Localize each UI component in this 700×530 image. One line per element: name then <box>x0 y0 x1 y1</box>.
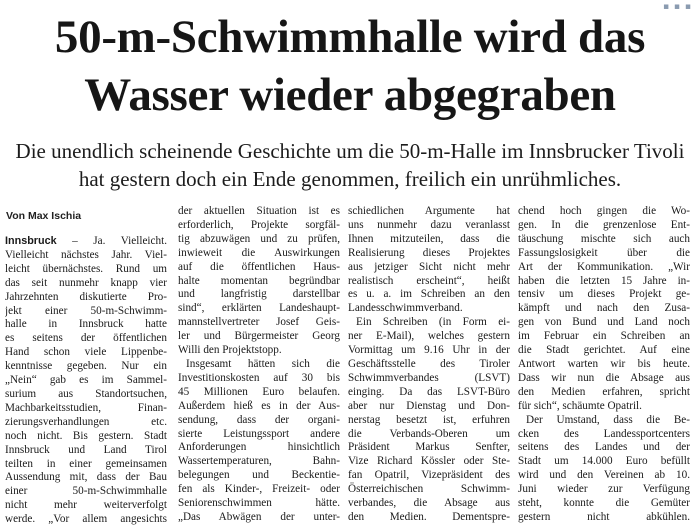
column-2-line: Außerdem hieß es in der Aus- <box>178 399 340 412</box>
column-4-line: im Februar ein Schreiben an <box>518 330 690 343</box>
column-1-line: das seit nunmehr knapp vier <box>5 276 167 289</box>
column-4-line: Art der Kommunikation. „Wir <box>518 260 690 273</box>
column-3-line: Österreichischen Schwimm- <box>348 483 510 496</box>
column-3-line: Präsident Markus Senfter, <box>348 441 510 454</box>
column-4-line: den Medien erfahren, spricht <box>518 385 690 398</box>
column-1-line: teilten in einer gemeinsamen <box>5 457 167 470</box>
column-2-line: sierte Leistungssport andere <box>178 427 340 440</box>
column-4-line: Fassungslosigkeit über die <box>518 246 690 259</box>
column-3-line: aber nur Dienstag und Don- <box>348 399 510 412</box>
column-1-line: zierungsverhandlungen etc. <box>5 415 167 428</box>
column-4-line: Der Umstand, dass die Be- <box>526 413 690 426</box>
column-4-line: täuschung mischte sich auch <box>518 232 690 245</box>
column-3-line: fan Opatril, Vizepräsident des <box>348 469 510 482</box>
column-1-line: – Ja. Vielleicht. <box>56 235 167 247</box>
column-3-line: Ihnen mitzuteilen, dass die <box>348 232 510 245</box>
column-2-line: 45 Millionen Euro belaufen. <box>178 385 340 398</box>
column-1-line: surium aus Standortsuchen, <box>5 387 167 400</box>
column-4-line: Antwort warten wir bis heute. <box>518 357 690 370</box>
column-4-line: Dass wir nun die Absage aus <box>518 371 690 384</box>
column-1-line: einer 50-m-Schwimmhalle <box>5 485 167 498</box>
column-1-line: werde. „Vor allem angesichts <box>5 513 167 526</box>
column-2-line: Seniorenschwimmen hätte. <box>178 497 340 510</box>
column-3-line: Vize Richard Kössler oder Ste- <box>348 455 510 468</box>
column-2-line: halte momentan begründbar <box>178 274 340 287</box>
column-3-line: verbandes, die Absage aus <box>348 497 510 510</box>
column-3-line: einging. Da das LSVT-Büro <box>348 385 510 398</box>
article-subheadline: Die unendlich scheinende Geschichte um die 50-m-Halle im Innsbrucker Tivoli hat gestern doch ein Ende genommen, freilich ein unrühmliches. <box>15 139 685 191</box>
column-2-line: mannstellvertreter Josef Geis- <box>178 316 340 329</box>
column-1-line: Aussendung mit, dass der Bau <box>5 471 167 484</box>
column-1-line: Jahrzehnten diskutierte Pro- <box>5 290 167 303</box>
column-4-line: kämpft und nach den Zusa- <box>518 302 690 315</box>
column-4-line: Stadt um 14.000 Euro befüllt <box>518 455 690 468</box>
column-3-line: realistisch erscheint“, heißt <box>348 274 510 287</box>
column-2-line: sendung, dass der organi- <box>178 413 340 426</box>
column-3-line: Vormittag um 9.16 Uhr in der <box>348 344 510 357</box>
column-4-line: haben die letzten 15 Jahre in- <box>518 274 690 287</box>
column-2-line: Willi den Projektstopp. <box>178 344 282 357</box>
column-2-line: Anforderungen hinsichtlich <box>178 441 340 454</box>
column-1-line: Hand schon viele Lippenbe- <box>5 346 167 359</box>
column-3-line: schiedlichen Argumente hat <box>348 205 510 217</box>
article-dateline: Innsbruck <box>5 235 57 247</box>
column-1-line: es seitens der öffentlichen <box>5 332 167 345</box>
column-1-line: halle in Innsbruck hatte <box>5 318 167 331</box>
column-2-line: belegungen und Beckentie- <box>178 469 340 482</box>
column-3-line: nerstag besetzt ist, erfuhren <box>348 413 510 426</box>
column-3-line: Landesschwimmverband. <box>348 302 463 315</box>
column-2-line: Wassertemperaturen, Bahn- <box>178 455 340 468</box>
column-3-line: ner E-Mail), welches gestern <box>348 330 510 343</box>
column-1-line: Vielleicht nächstes Jahr. Viel- <box>5 248 167 261</box>
column-3-line: Realisierung dieses Projektes <box>348 246 510 259</box>
column-1-line: jekt einer 50-m-Schwimm- <box>5 304 167 317</box>
column-3-line: es u. a. im Schreiben an den <box>348 288 510 301</box>
column-2-line: fen als Kinder-, Freizeit- oder <box>178 483 340 496</box>
column-2-line: „Das Abwägen der unter- <box>178 510 340 523</box>
column-2-line: und langfristig darstellbar <box>178 288 340 301</box>
column-1-line: nicht mehr weiterverfolgt <box>5 499 167 512</box>
column-4-line: gen von Bund und Land noch <box>518 316 690 329</box>
column-4-line: gen. In die grenzenlose Ent- <box>518 218 690 231</box>
column-1-line: noch nicht. Bis gestern. Stadt <box>5 429 167 442</box>
column-4-line: tensiv um dieses Projekt ge- <box>518 288 690 301</box>
column-1-line: Innsbruck und Land Tirol <box>5 443 167 456</box>
column-4-line: für sich“, schäumte Opatril. <box>518 399 642 412</box>
column-4-line: chend hoch gingen die Wo- <box>518 205 690 217</box>
column-1-line: leicht übernächstes. Rund um <box>5 262 167 275</box>
article-headline: 50-m-Schwimmhalle wird das Wasser wieder abgegraben <box>54 11 646 121</box>
column-3-line: Schwimmverbandes (LSVT) <box>348 371 510 384</box>
article-column-2 <box>178 205 340 527</box>
article-byline: Von Max Ischia <box>6 210 82 222</box>
column-2-line: Insgesamt hätten sich die <box>186 357 340 370</box>
column-4-line: Juni wieder zur Verfügung <box>518 483 690 496</box>
column-1-first-line <box>5 235 167 249</box>
column-4-line: seitens des Landes und der <box>518 441 690 454</box>
column-4-line: die Stadt gerichtet. Auf eine <box>518 344 690 357</box>
article-column-4 <box>518 205 690 527</box>
column-2-line: inwieweit die Auswirkungen <box>178 246 340 259</box>
column-3-line: uns nunmehr dazu veranlasst <box>348 218 510 231</box>
column-3-line: Ein Schreiben (in Form ei- <box>356 316 510 329</box>
column-4-line: gestern nicht abkühlen. <box>518 510 690 523</box>
column-3-line: Geschäftsstelle des Tiroler <box>348 357 510 370</box>
article-column-1 <box>5 235 167 527</box>
column-1-line: Machbarkeitsstudien, Finan- <box>5 401 167 414</box>
column-2-line: erforderlich, Projekte sorgfäl- <box>178 218 340 231</box>
column-1-line: „Nein“ gab es im Sammel- <box>5 374 167 387</box>
article-column-3 <box>348 205 510 527</box>
page-corner-marks: ▪ ▪ ▪ <box>662 2 692 12</box>
column-4-line: steht, konnte die Gemüter <box>518 497 690 510</box>
column-4-line: cken des Landessportcenters <box>518 427 690 440</box>
column-2-line: tig abzuwägen und zu prüfen, <box>178 232 340 245</box>
column-2-line: auf die öffentlichen Haus- <box>178 260 340 273</box>
column-3-line: die Verbands-Oberen um <box>348 427 510 440</box>
column-2-line: Investitionskosten auf 30 bis <box>178 371 340 384</box>
column-3-line: aus jetziger Sicht nicht mehr <box>348 260 510 273</box>
column-2-line: sind“, erklärten Landeshaupt- <box>178 302 340 315</box>
column-3-line: den Medien. Dementspre- <box>348 510 510 523</box>
column-1-line: kenntnisse gegeben. Nur ein <box>5 360 167 373</box>
column-2-line: ler und Bürgermeister Georg <box>178 330 340 343</box>
column-4-line: wird und den Vereinen ab 10. <box>518 469 690 482</box>
column-2-line: der aktuellen Situation ist es <box>178 205 340 217</box>
